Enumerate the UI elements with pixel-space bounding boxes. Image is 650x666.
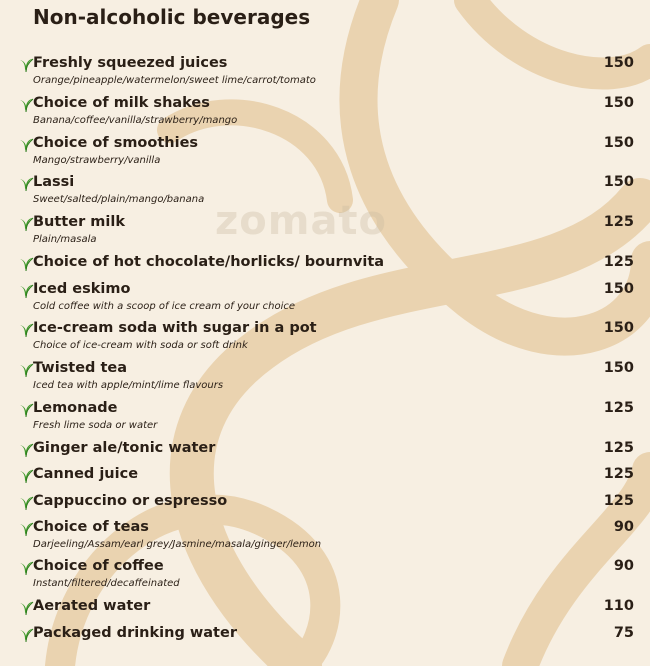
item-price: 90	[613, 558, 634, 574]
menu-item	[0, 320, 650, 356]
item-description: Fresh lime soda or water	[33, 420, 158, 431]
item-description: Instant/filtered/decaffeinated	[33, 578, 180, 589]
item-description: Iced tea with apple/mint/lime flavours	[33, 380, 224, 391]
veg-leaf-icon	[18, 402, 34, 418]
item-price: 150	[603, 135, 634, 151]
veg-leaf-icon	[18, 362, 34, 378]
section-title: Non-alcoholic beverages	[33, 5, 311, 29]
item-price: 150	[603, 174, 634, 190]
item-price: 125	[603, 466, 634, 482]
item-name: Ice-cream soda with sugar in a pot	[33, 320, 317, 336]
veg-leaf-icon	[18, 322, 34, 338]
item-name: Choice of smoothies	[33, 135, 199, 151]
item-name: Choice of coffee	[33, 558, 164, 574]
veg-leaf-icon	[18, 600, 34, 616]
item-price: 110	[603, 598, 634, 614]
item-name: Cappuccino or espresso	[33, 493, 228, 509]
veg-leaf-icon	[18, 468, 34, 484]
item-name: Lemonade	[33, 400, 118, 416]
item-price: 90	[613, 519, 634, 535]
item-price: 125	[603, 440, 634, 456]
menu-item	[0, 214, 650, 250]
veg-leaf-icon	[18, 256, 34, 272]
veg-leaf-icon	[18, 57, 34, 73]
item-description: Plain/masala	[33, 234, 97, 245]
item-name: Butter milk	[33, 214, 125, 230]
menu-item	[0, 625, 650, 661]
veg-leaf-icon	[18, 283, 34, 299]
item-description: Darjeeling/Assam/earl grey/Jasmine/masala/ginger/lemon	[33, 539, 322, 550]
item-price: 75	[613, 625, 634, 641]
item-description: Sweet/salted/plain/mango/banana	[33, 194, 205, 205]
menu-item	[0, 95, 650, 131]
watermark: zomato	[215, 198, 388, 244]
item-price: 150	[603, 55, 634, 71]
item-price: 150	[603, 95, 634, 111]
item-name: Ginger ale/tonic water	[33, 440, 216, 456]
item-name: Twisted tea	[33, 360, 128, 376]
item-name: Freshly squeezed juices	[33, 55, 228, 71]
item-price: 150	[603, 360, 634, 376]
item-name: Canned juice	[33, 466, 139, 482]
item-description: Cold coffee with a scoop of ice cream of your choice	[33, 301, 295, 312]
item-description: Mango/strawberry/vanilla	[33, 155, 161, 166]
item-description: Banana/coffee/vanilla/strawberry/mango	[33, 115, 238, 126]
veg-leaf-icon	[18, 442, 34, 458]
veg-leaf-icon	[18, 97, 34, 113]
menu-item	[0, 400, 650, 436]
veg-leaf-icon	[18, 176, 34, 192]
item-name: Packaged drinking water	[33, 625, 237, 641]
item-name: Choice of hot chocolate/horlicks/ bournvita	[33, 254, 385, 270]
item-description: Orange/pineapple/watermelon/sweet lime/carrot/tomato	[33, 75, 316, 86]
item-description: Choice of ice-cream with soda or soft drink	[33, 340, 248, 351]
menu-item	[0, 55, 650, 91]
item-price: 125	[603, 214, 634, 230]
veg-leaf-icon	[18, 495, 34, 511]
menu-item	[0, 360, 650, 396]
item-price: 150	[603, 281, 634, 297]
item-price: 125	[603, 400, 634, 416]
veg-leaf-icon	[18, 521, 34, 537]
menu-item	[0, 281, 650, 317]
item-name: Choice of milk shakes	[33, 95, 210, 111]
menu-item	[0, 174, 650, 210]
item-name: Aerated water	[33, 598, 151, 614]
veg-leaf-icon	[18, 560, 34, 576]
veg-leaf-icon	[18, 627, 34, 643]
item-price: 125	[603, 493, 634, 509]
menu-item	[0, 135, 650, 171]
item-name: Choice of teas	[33, 519, 149, 535]
item-name: Iced eskimo	[33, 281, 131, 297]
veg-leaf-icon	[18, 137, 34, 153]
item-name: Lassi	[33, 174, 75, 190]
menu-item	[0, 519, 650, 555]
item-price: 125	[603, 254, 634, 270]
item-price: 150	[603, 320, 634, 336]
menu-item	[0, 558, 650, 594]
veg-leaf-icon	[18, 216, 34, 232]
